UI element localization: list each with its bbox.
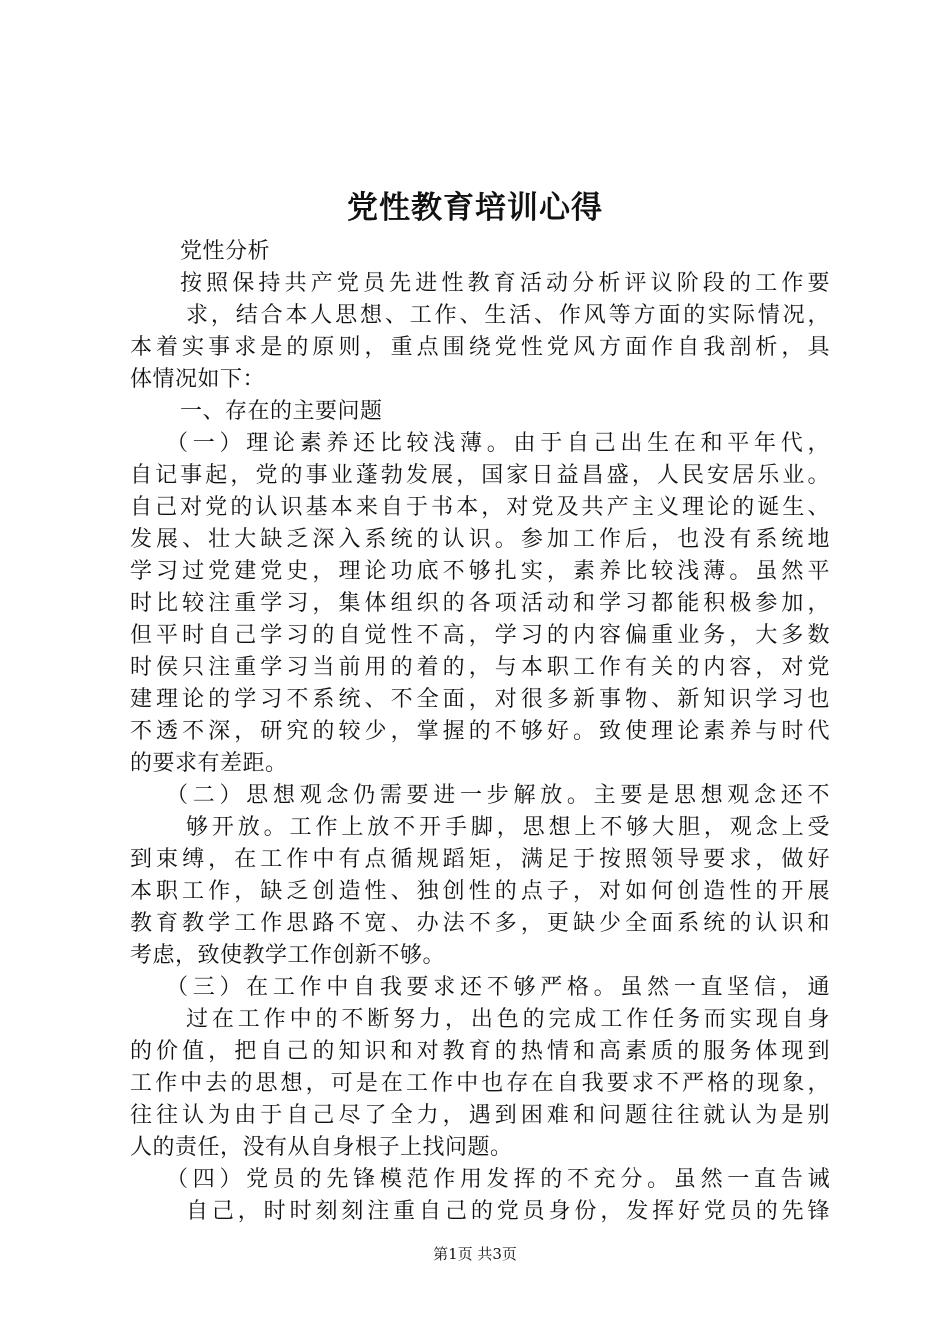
text-line: 的价值，把自己的知识和对教育的热情和高素质的服务体现到 <box>130 1039 830 1064</box>
text-line: 人的责任，没有从自身根子上找问题。 <box>130 1135 513 1160</box>
page-footer: 第1页 共3页 <box>433 1245 517 1263</box>
text-line: 求，结合本人思想、工作、生活、作风等方面的实际情况， <box>186 303 830 328</box>
text-line: 自己，时时刻刻注重自己的党员身份，发挥好党员的先锋 <box>186 1199 830 1224</box>
text-line: 按照保持共产党员先进性教育活动分析评议阶段的工作要 <box>180 271 830 296</box>
text-line: （二）思想观念仍需要进一步解放。主要是思想观念还不 <box>166 783 830 808</box>
text-line: 到束缚，在工作中有点循规蹈矩，满足于按照领导要求，做好 <box>130 847 830 872</box>
text-line: 本着实事求是的原则，重点围绕党性党风方面作自我剖析，具 <box>130 335 830 360</box>
document-body <box>130 236 830 1228</box>
document-title: 党性教育培训心得 <box>347 190 603 226</box>
text-line: （一）理论素养还比较浅薄。由于自己出生在和平年代， <box>166 431 830 456</box>
text-line: 自己对党的认识基本来自于书本，对党及共产主义理论的诞生、 <box>130 495 830 520</box>
text-line: 党性分析 <box>180 239 271 264</box>
text-line: （四）党员的先锋模范作用发挥的不充分。虽然一直告诫 <box>166 1167 830 1192</box>
text-line: 的要求有差距。 <box>130 751 288 776</box>
text-line: （三）在工作中自我要求还不够严格。虽然一直坚信，通 <box>166 975 830 1000</box>
text-line: 够开放。工作上放不开手脚，思想上不够大胆，观念上受 <box>186 815 830 840</box>
text-line: 往往认为由于自己尽了全力，遇到困难和问题往往就认为是别 <box>130 1103 830 1128</box>
text-line: 学习过党建党史，理论功底不够扎实，素养比较浅薄。虽然平 <box>130 559 830 584</box>
text-line: 本职工作，缺乏创造性、独创性的点子，对如何创造性的开展 <box>130 879 830 904</box>
text-line: 时侯只注重学习当前用的着的，与本职工作有关的内容，对党 <box>130 655 830 680</box>
text-line: 建理论的学习不系统、不全面，对很多新事物、新知识学习也 <box>130 687 830 712</box>
text-line: 一、存在的主要问题 <box>180 399 383 424</box>
text-line: 考虑，致使教学工作创新不够。 <box>130 943 446 968</box>
text-line: 时比较注重学习，集体组织的各项活动和学习都能积极参加， <box>130 591 830 616</box>
text-line: 过在工作中的不断努力，出色的完成工作任务而实现自身 <box>186 1007 830 1032</box>
text-line: 不透不深，研究的较少，掌握的不够好。致使理论素养与时代 <box>130 719 830 744</box>
text-line: 工作中去的思想，可是在工作中也存在自我要求不严格的现象， <box>130 1071 830 1096</box>
text-line: 但平时自己学习的自觉性不高，学习的内容偏重业务，大多数 <box>130 623 830 648</box>
text-line: 自记事起，党的事业蓬勃发展，国家日益昌盛，人民安居乐业。 <box>130 463 830 488</box>
text-line: 发展、壮大缺乏深入系统的认识。参加工作后，也没有系统地 <box>130 527 830 552</box>
text-line: 体情况如下： <box>130 367 266 392</box>
text-line: 教育教学工作思路不宽、办法不多，更缺少全面系统的认识和 <box>130 911 830 936</box>
